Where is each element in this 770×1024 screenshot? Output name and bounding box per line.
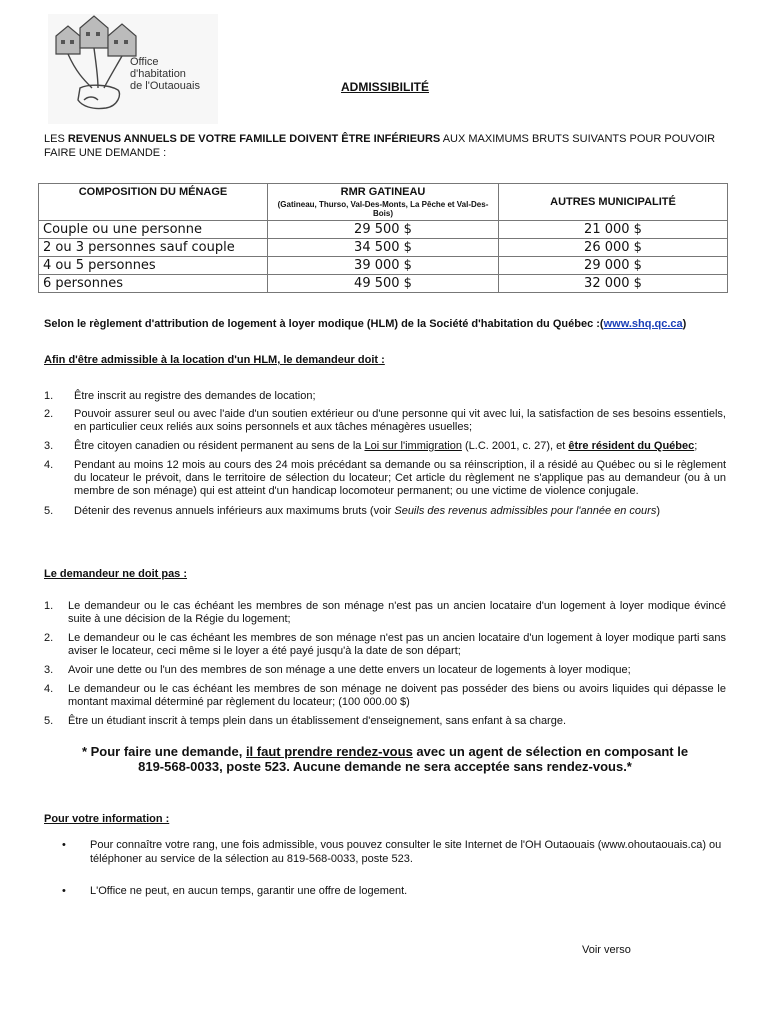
list-item [44, 600, 726, 626]
cta-text: * Pour faire une demande, [81, 744, 246, 759]
item-number: 5. [44, 505, 54, 517]
item-text: Détenir des revenus annuels inférieurs aux maximums bruts (voir [74, 505, 395, 517]
immigration-law-link[interactable]: Loi sur l'immigration [364, 440, 462, 452]
header-rmr-title: RMR GATINEAU [340, 186, 426, 198]
logo-line-2: d'habitation [130, 68, 186, 80]
appointment-line-1 [40, 744, 730, 759]
item-number: 2. [44, 632, 54, 644]
header-composition: COMPOSITION DU MÉNAGE [39, 184, 268, 221]
row-autres-value: 29 000 $ [499, 257, 728, 275]
item-number: 1. [44, 390, 54, 402]
list-item [44, 683, 726, 709]
admissible-requirements-list [44, 390, 726, 518]
item-text: Être un étudiant inscrit à temps plein dans un établissement d'enseignement, sans enfant à sa charge. [68, 715, 567, 727]
income-table [38, 183, 728, 293]
list-item [44, 440, 726, 453]
row-rmr-value: 29 500 $ [268, 221, 499, 239]
header-rmr-sub: (Gatineau, Thurso, Val-Des-Monts, La Pêche et Val-Des-Bois) [277, 200, 489, 218]
item-text: Le demandeur ou le cas échéant les membres de son ménage ne doivent pas posséder des biens ou avoirs liquides qui dépasse le montant maximal déterminé par règlement du locateur; (100 000.00 $) [68, 683, 726, 708]
cta-underlined: il faut prendre rendez-vous [245, 744, 413, 759]
list-item [44, 505, 726, 518]
item-text: Pouvoir assurer seul ou avec l'aide d'un soutien extérieur ou d'une personne qui vit avec lui, la satisfaction de ses besoins essentiels, en particulier ceux reliés aux soins personnels et aux tâches ménagères usuelles; [74, 408, 726, 433]
row-autres-value: 21 000 $ [499, 221, 728, 239]
cta-text-cont: avec un agent de sélection en composant le [412, 744, 689, 759]
item-text: Le demandeur ou le cas échéant les membres de son ménage n'est pas un ancien locataire d'un logement à loyer modique parti sans aviser le locateur, ceci même si le loyer a été payé jusqu'à la date de son départ; [68, 632, 726, 657]
list-item [44, 632, 726, 658]
intro-paragraph [44, 132, 734, 160]
table-row [39, 275, 728, 293]
intro-bold: REVENUS ANNUELS DE VOTRE FAMILLE DOIVENT ÊTRE INFÉRIEURS [67, 133, 441, 145]
header-autres: AUTRES MUNICIPALITÉ [499, 184, 728, 221]
list-item [44, 715, 726, 728]
info-text: Pour connaître votre rang, une fois admissible, vous pouvez consulter le site Internet de l'OH Outaouais (www.ohoutaouais.ca) ou téléphoner au service de la sélection au 819-568-0033, poste 523. [90, 839, 722, 865]
table-row [39, 239, 728, 257]
intro-suffix: AUX MAXIMUMS BRUTS SUIVANTS POUR POUVOIR FAIRE UNE DEMANDE : [44, 133, 716, 159]
item-number: 4. [44, 459, 54, 471]
regulation-text: Selon le règlement d'attribution de logement à loyer modique (HLM) de la Société d'habitation du Québec :( [44, 318, 604, 330]
item-number: 3. [44, 664, 54, 676]
shq-link[interactable]: www.shq.qc.ca [603, 318, 683, 330]
info-bullet-item [62, 838, 722, 866]
regulation-note [44, 318, 744, 330]
bullet-icon: • [62, 839, 66, 851]
logo-line-1: Office [130, 56, 159, 68]
info-bullet-item [62, 884, 722, 898]
item-number: 3. [44, 440, 54, 452]
list-item [44, 664, 726, 677]
section-admissible-title: Afin d'être admissible à la location d'un HLM, le demandeur doit [44, 354, 379, 366]
list-item [44, 390, 726, 403]
bullet-icon: • [62, 885, 66, 897]
item-text: Être inscrit au registre des demandes de location; [74, 390, 316, 402]
item-text-end: ; [694, 440, 698, 452]
row-autres-value: 32 000 $ [499, 275, 728, 293]
list-item [44, 408, 726, 434]
row-rmr-value: 34 500 $ [268, 239, 499, 257]
item-text: Être citoyen canadien ou résident permanent au sens de la [74, 440, 365, 452]
section-prohibited-heading: Le demandeur ne doit pas : [44, 568, 188, 580]
see-reverse-note: Voir verso [582, 944, 631, 956]
income-thresholds-ref: Seuils des revenus admissibles pour l'année en cours [394, 505, 657, 517]
row-rmr-value: 39 000 $ [268, 257, 499, 275]
item-text: Le demandeur ou le cas échéant les membres de son ménage n'est pas un ancien locataire d'un logement à loyer modique évincé suite à une décision de la Régie du logement; [68, 600, 726, 625]
page-title: ADMISSIBILITÉ [340, 80, 429, 94]
row-label: Couple ou une personne [39, 221, 268, 239]
logo-line-3: de l'Outaouais [130, 80, 200, 92]
appointment-line-2: 819-568-0033, poste 523. Aucune demande ne sera acceptée sans rendez-vous.* [138, 759, 632, 774]
item-text-end: ) [656, 505, 661, 517]
prohibited-list [44, 600, 726, 728]
item-number: 1. [44, 600, 54, 612]
item-number: 2. [44, 408, 54, 420]
income-table-header [39, 184, 728, 221]
table-row [39, 257, 728, 275]
section-admissible-colon: : [378, 354, 385, 366]
list-item [44, 459, 726, 498]
row-label: 4 ou 5 personnes [39, 257, 268, 275]
item-number: 4. [44, 683, 54, 695]
appointment-notice [40, 744, 730, 774]
row-autres-value: 26 000 $ [499, 239, 728, 257]
table-row [39, 221, 728, 239]
intro-prefix: LES [44, 133, 68, 145]
item-text: Pendant au moins 12 mois au cours des 24 mois précédant sa demande ou sa réinscription, il a résidé au Québec ou si le règlement du locateur le prévoit, dans le territoire de sélection du locateur; Cet article du règlement ne s'applique pas au demandeur (ou à un membre de son ménage) qui est atteint d'un handicap locomoteur permanent; ou une victime de violence conjugale. [74, 459, 726, 497]
regulation-close: ) [682, 318, 687, 330]
header-rmr [268, 184, 499, 221]
item-text: Avoir une dette ou l'un des membres de son ménage a une dette envers un locateur de logements à loyer modique; [68, 664, 631, 676]
row-label: 6 personnes [39, 275, 268, 293]
resident-quebec-text: être résident du Québec [568, 440, 695, 452]
section-admissible-heading [44, 354, 385, 366]
row-label: 2 ou 3 personnes sauf couple [39, 239, 268, 257]
row-rmr-value: 49 500 $ [268, 275, 499, 293]
section-info-heading: Pour votre information : [44, 813, 170, 825]
item-number: 5. [44, 715, 54, 727]
item-text-cont: (L.C. 2001, c. 27), et [461, 440, 569, 452]
info-text: L'Office ne peut, en aucun temps, garantir une offre de logement. [90, 885, 408, 897]
